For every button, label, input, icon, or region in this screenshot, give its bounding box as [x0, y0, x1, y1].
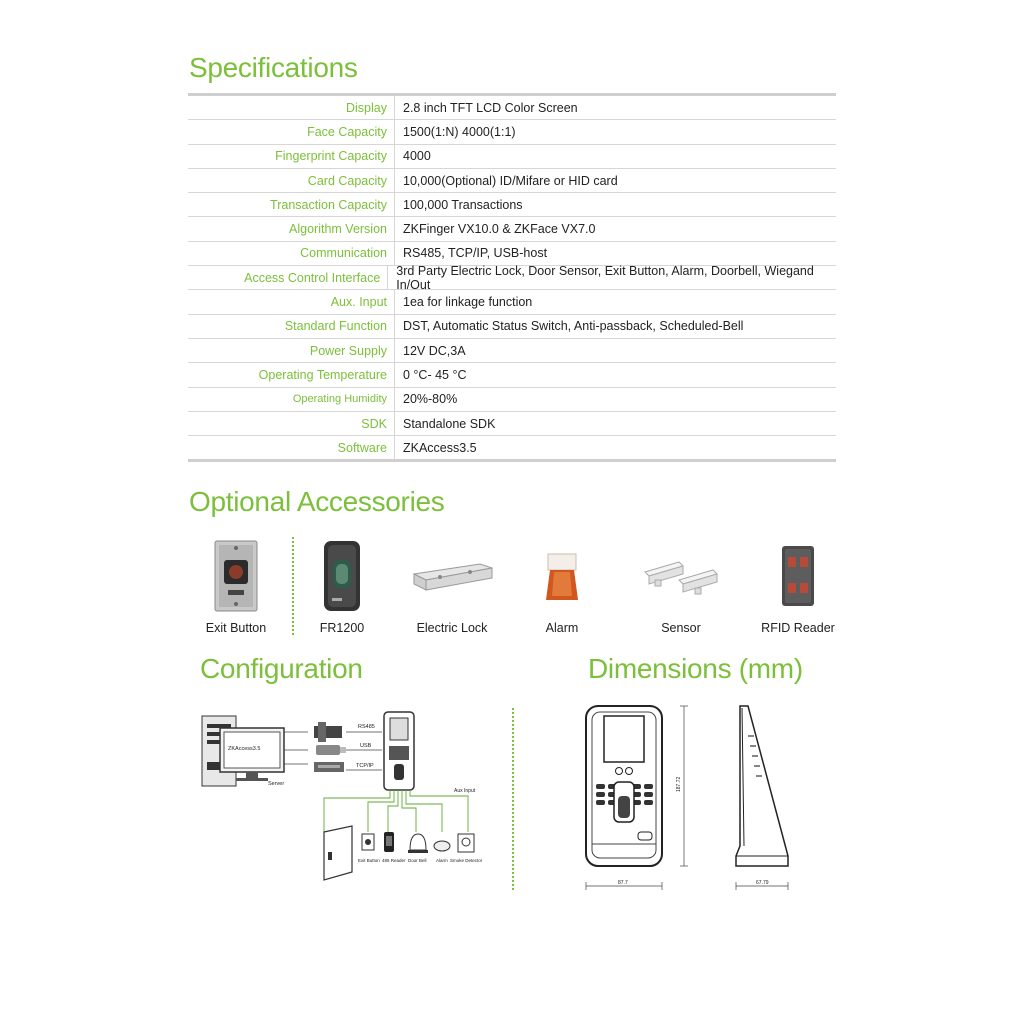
door-sensor-icon: [639, 554, 723, 598]
spec-label: Card Capacity: [188, 169, 395, 192]
spec-row: [188, 145, 836, 169]
spec-label: Display: [188, 96, 395, 119]
spec-value: Standalone SDK: [403, 416, 496, 431]
software-label: ZKAccess3.5: [228, 746, 261, 752]
door-bell-small-icon: [408, 834, 428, 853]
spec-value: 1ea for linkage function: [403, 295, 533, 310]
accessory-electric-lock: [397, 535, 507, 635]
rfid-reader-icon: [780, 545, 816, 607]
accessory-label: Alarm: [545, 621, 579, 635]
accessory-label: Sensor: [661, 621, 701, 635]
electric-lock-icon: [410, 556, 494, 596]
alarm-small-icon: [434, 841, 450, 851]
spec-row: [188, 120, 836, 144]
aux-input-label: Aux Input: [454, 788, 476, 794]
depth-dimension: 67.79: [756, 880, 769, 886]
spec-label: Operating Temperature: [188, 363, 395, 386]
exit-button-config-label: Exit Button: [358, 858, 380, 863]
spec-row: [188, 436, 836, 462]
door-icon: [324, 826, 352, 880]
spec-label: Power Supply: [188, 339, 395, 362]
spec-row: [188, 412, 836, 436]
accessories-heading: Optional Accessories: [189, 486, 445, 517]
usb-label: USB: [360, 743, 372, 749]
spec-row: [188, 339, 836, 363]
accessory-label: FR1200: [319, 621, 365, 635]
accessory-label: Exit Button: [205, 621, 267, 635]
dimensions-diagram: [576, 696, 806, 896]
tcpip-label: TCP/IP: [356, 763, 374, 769]
accessory-label: RFID Reader: [761, 621, 835, 635]
door-bell-config-label: Door Bell: [408, 858, 427, 863]
spec-label: Communication: [188, 242, 395, 265]
spec-row: [188, 290, 836, 314]
spec-value: 10,000(Optional) ID/Mifare or HID card: [403, 173, 618, 188]
configuration-heading: Configuration: [200, 653, 363, 684]
dimensions-heading: Dimensions (mm): [588, 653, 803, 684]
network-switch-icon: [314, 762, 344, 772]
spec-value: 0 °C- 45 °C: [403, 367, 467, 382]
spec-row: [188, 169, 836, 193]
spec-value: 4000: [403, 149, 431, 164]
alarm-config-label: Alarm: [436, 858, 448, 863]
accessory-fr1200: [287, 535, 397, 635]
exit-button-small-icon: [362, 834, 374, 850]
spec-value: 2.8 inch TFT LCD Color Screen: [403, 100, 578, 115]
spec-value: ZKFinger VX10.0 & ZKFace VX7.0: [403, 222, 596, 237]
spec-label: Transaction Capacity: [188, 193, 395, 216]
spec-value: 12V DC,3A: [403, 343, 466, 358]
spec-label: Algorithm Version: [188, 217, 395, 240]
spec-value: 20%-80%: [403, 392, 458, 407]
rs485-label: RS485: [358, 724, 375, 730]
width-dimension: 87.7: [618, 880, 628, 886]
spec-label: Software: [188, 436, 395, 459]
spec-row: [188, 193, 836, 217]
spec-row: [188, 363, 836, 387]
server-label: Server: [268, 781, 285, 787]
accessory-alarm: [507, 535, 617, 635]
side-view: [736, 706, 788, 866]
accessory-sensor: [626, 535, 736, 635]
reader-config-label: 485 Reader: [382, 858, 406, 863]
spec-label: Standard Function: [188, 315, 395, 338]
accessory-exit-button: [181, 535, 291, 635]
terminal-device-icon: [384, 712, 414, 790]
spec-label: Fingerprint Capacity: [188, 145, 395, 168]
spec-label: Face Capacity: [188, 120, 395, 143]
spec-table: [188, 93, 836, 462]
exit-button-icon: [214, 540, 258, 612]
spec-label: Aux. Input: [188, 290, 395, 313]
spec-row: [188, 388, 836, 412]
height-dimension: 187.72: [676, 776, 682, 792]
spec-value: ZKAccess3.5: [403, 440, 477, 455]
configuration-diagram: [196, 700, 496, 890]
smoke-detector-config-label: Smoke Detector: [450, 858, 483, 863]
fingerprint-reader-icon: [322, 540, 362, 612]
spec-label: Operating Humidity: [188, 388, 395, 411]
smoke-detector-small-icon: [458, 834, 474, 852]
reader-small-icon: [384, 832, 394, 852]
spec-label: SDK: [188, 412, 395, 435]
spec-value: DST, Automatic Status Switch, Anti-passback, Scheduled-Bell: [403, 319, 744, 334]
usb-stick-icon: [316, 745, 346, 755]
spec-value: 3rd Party Electric Lock, Door Sensor, Exit Button, Alarm, Doorbell, Wiegand In/Out: [396, 263, 814, 292]
alarm-siren-icon: [542, 546, 582, 606]
wiring: [324, 790, 468, 832]
spec-value: 100,000 Transactions: [403, 197, 523, 212]
specifications-heading: Specifications: [189, 52, 358, 83]
accessory-rfid-reader: [743, 535, 853, 635]
accessory-label: Electric Lock: [416, 621, 488, 635]
spec-row: [188, 315, 836, 339]
spec-row: [188, 217, 836, 241]
rs485-converter-icon: [314, 722, 342, 742]
spec-row: [188, 96, 836, 120]
section-divider: [512, 708, 514, 890]
spec-row: [188, 263, 836, 292]
spec-row: [188, 242, 836, 266]
front-view: [586, 706, 662, 866]
spec-value: RS485, TCP/IP, USB-host: [403, 246, 548, 261]
spec-value: 1500(1:N) 4000(1:1): [403, 124, 516, 139]
spec-label: Access Control Interface: [188, 266, 388, 289]
